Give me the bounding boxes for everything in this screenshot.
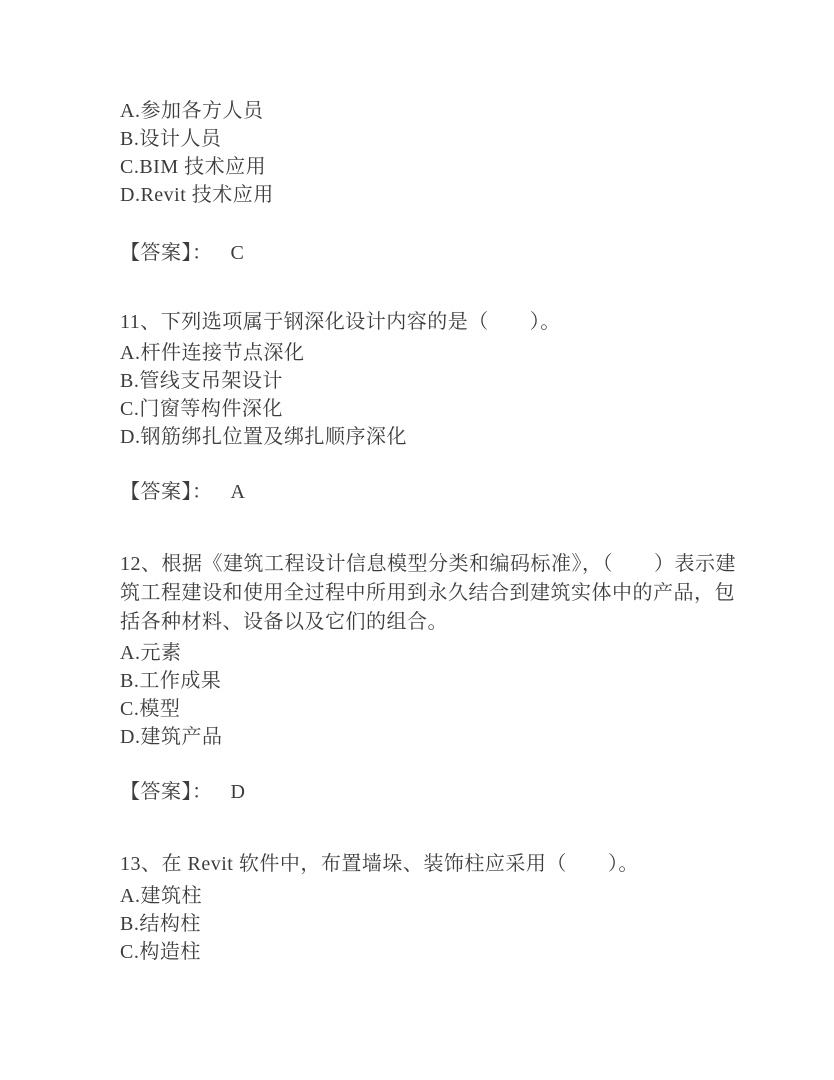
q12-option-c: C.模型 (120, 698, 181, 720)
q13-option-a: A.建筑柱 (120, 885, 202, 907)
q10-option-d: D.Revit 技术应用 (120, 184, 274, 206)
q11-option-d: D.钢筋绑扎位置及绑扎顺序深化 (120, 426, 407, 448)
q10-option-c: C.BIM 技术应用 (120, 156, 267, 178)
q12-option-d: D.建筑产品 (120, 726, 223, 748)
q12-question-line-1: 12、根据《建筑工程设计信息模型分类和编码标准》，（ ）表示建 (120, 553, 736, 575)
q13-option-c: C.构造柱 (120, 941, 201, 963)
q11-answer-value: A (230, 481, 246, 503)
q12-answer-label: 【答案】： (120, 781, 213, 803)
q11-answer-line (120, 480, 720, 504)
q11-option-a: A.杆件连接节点深化 (120, 342, 305, 364)
q10-answer-line (120, 241, 720, 265)
q12-option-b: B.工作成果 (120, 670, 222, 692)
q12-question-line-3: 括各种材料、设备以及它们的组合。 (120, 611, 448, 633)
q11-option-b: B.管线支吊架设计 (120, 370, 283, 392)
q10-answer-label: 【答案】： (120, 242, 213, 264)
q13-option-b: B.结构柱 (120, 913, 201, 935)
q12-answer-value: D (230, 781, 246, 803)
q10-answer-value: C (230, 242, 245, 264)
q12-question-line-2: 筑工程建设和使用全过程中所用到永久结合到建筑实体中的产品，包 (120, 582, 735, 604)
q12-answer-line (120, 780, 720, 804)
q12-option-a: A.元素 (120, 642, 182, 664)
q10-option-b: B.设计人员 (120, 128, 222, 150)
q10-option-a: A.参加各方人员 (120, 100, 264, 122)
q13-question: 13、在 Revit 软件中，布置墙垛、装饰柱应采用（ ）。 (120, 853, 639, 875)
q11-question: 11、下列选项属于钢深化设计内容的是（ ）。 (120, 311, 561, 333)
q11-answer-label: 【答案】： (120, 481, 213, 503)
q11-option-c: C.门窗等构件深化 (120, 398, 283, 420)
